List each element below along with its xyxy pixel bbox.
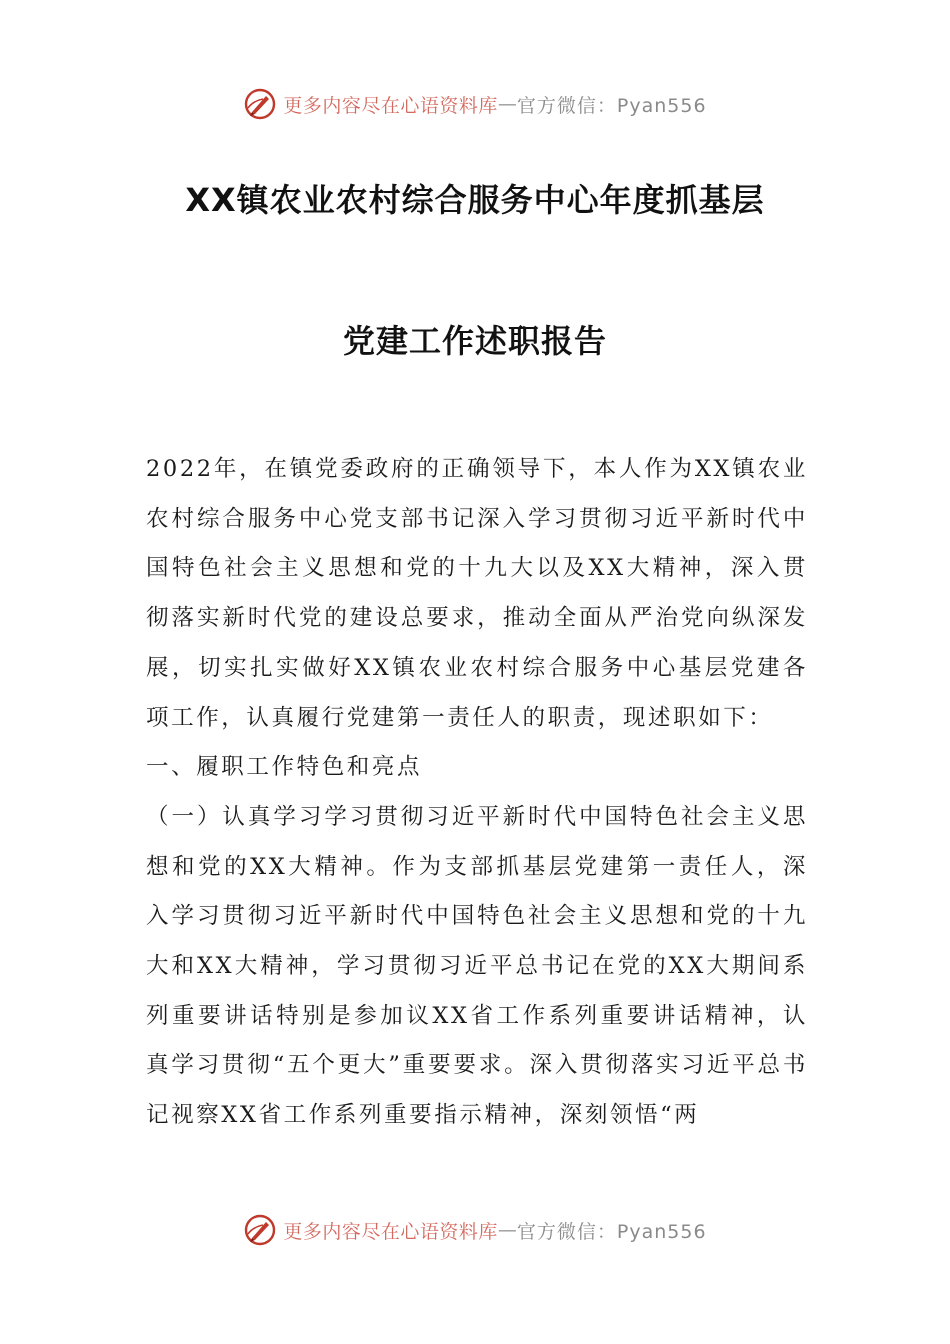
- watermark-header: [0, 84, 950, 124]
- pen-logo-icon: [243, 1213, 277, 1247]
- subsection-paragraph: （一）认真学习学习贯彻习近平新时代中国特色社会主义思想和党的XX大精神。作为支部抓基层党建第一责任人，深入学习贯彻习近平新时代中国特色社会主义思想和党的十九大和XX大精神，学习贯彻习近平总书记在党的XX大期间系列重要讲话特别是参加议XX省工作系列重要讲话精神，认真学习贯彻“五个更大”重要要求。深入贯彻落实习近平总书记视察XX省工作系列重要指示精神，深刻领悟“两: [146, 803, 808, 1129]
- pen-logo-icon: [243, 87, 277, 121]
- document-title-line-1: XX镇农业农村综合服务中心年度抓基层: [185, 181, 765, 219]
- watermark-wechat-text: 官方微信：Pyan556: [516, 94, 707, 117]
- watermark-red-text: 更多内容尽在心语资料库: [283, 94, 498, 117]
- intro-paragraph: 2022年，在镇党委政府的正确领导下，本人作为XX镇农业农村综合服务中心党支部书记深入学习贯彻习近平新时代中国特色社会主义思想和党的十九大以及XX大精神，深入贯彻落实新时代党的建设总要求，推动全面从严治党向纵深发展，切实扎实做好XX镇农业农村综合服务中心基层党建各项工作，认真履行党建第一责任人的职责，现述职如下：: [146, 456, 808, 731]
- watermark-wechat-text: 官方微信：Pyan556: [516, 1220, 707, 1243]
- watermark-dash: —: [497, 93, 517, 115]
- document-title-line-2: 党建工作述职报告: [342, 322, 607, 360]
- watermark-red-text: 更多内容尽在心语资料库: [283, 1220, 498, 1243]
- section-heading: 一、履职工作特色和亮点: [146, 754, 423, 781]
- document-body: [146, 445, 808, 1141]
- watermark-footer: [0, 1210, 950, 1250]
- watermark-dash: —: [497, 1219, 517, 1241]
